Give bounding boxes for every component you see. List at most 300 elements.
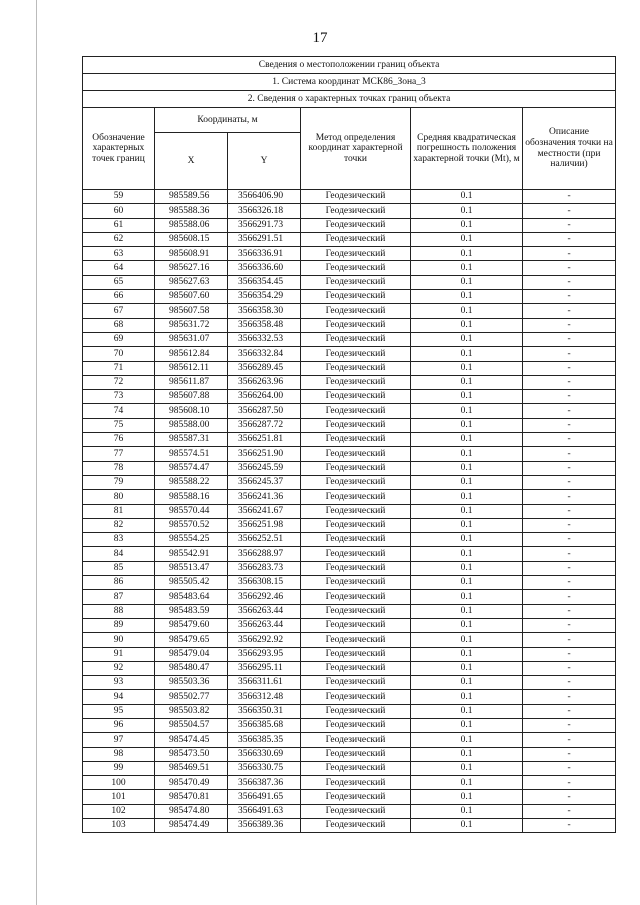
accuracy-cell: 0.1 xyxy=(411,433,523,447)
point-number-cell: 95 xyxy=(83,704,155,718)
accuracy-cell: 0.1 xyxy=(411,790,523,804)
x-coordinate-cell: 985542.91 xyxy=(155,547,228,561)
y-coordinate-cell: 3566312.48 xyxy=(228,690,301,704)
table-row xyxy=(83,375,616,389)
description-cell: - xyxy=(523,590,616,604)
accuracy-cell: 0.1 xyxy=(411,633,523,647)
description-cell: - xyxy=(523,733,616,747)
description-cell: - xyxy=(523,790,616,804)
description-cell: - xyxy=(523,247,616,261)
x-coordinate-cell: 985574.51 xyxy=(155,447,228,461)
x-coordinate-cell: 985608.15 xyxy=(155,232,228,246)
accuracy-cell: 0.1 xyxy=(411,676,523,690)
method-cell: Геодезический xyxy=(301,804,411,818)
page-number: 17 xyxy=(312,30,328,46)
point-number-cell: 97 xyxy=(83,733,155,747)
point-number-cell: 85 xyxy=(83,561,155,575)
x-coordinate-cell: 985587.31 xyxy=(155,433,228,447)
table-row xyxy=(83,504,616,518)
y-coordinate-cell: 3566251.81 xyxy=(228,433,301,447)
header-y: Y xyxy=(228,133,301,190)
table-row xyxy=(83,604,616,618)
method-cell: Геодезический xyxy=(301,590,411,604)
point-number-cell: 86 xyxy=(83,576,155,590)
x-coordinate-cell: 985607.88 xyxy=(155,390,228,404)
description-cell: - xyxy=(523,461,616,475)
x-coordinate-cell: 985554.25 xyxy=(155,533,228,547)
method-cell: Геодезический xyxy=(301,561,411,575)
description-cell: - xyxy=(523,232,616,246)
x-coordinate-cell: 985474.45 xyxy=(155,733,228,747)
method-cell: Геодезический xyxy=(301,761,411,775)
y-coordinate-cell: 3566350.31 xyxy=(228,704,301,718)
point-number-cell: 84 xyxy=(83,547,155,561)
x-coordinate-cell: 985574.47 xyxy=(155,461,228,475)
accuracy-cell: 0.1 xyxy=(411,290,523,304)
y-coordinate-cell: 3566251.90 xyxy=(228,447,301,461)
description-cell: - xyxy=(523,490,616,504)
x-coordinate-cell: 985611.87 xyxy=(155,375,228,389)
description-cell: - xyxy=(523,618,616,632)
accuracy-cell: 0.1 xyxy=(411,618,523,632)
point-number-cell: 96 xyxy=(83,718,155,732)
description-cell: - xyxy=(523,433,616,447)
x-coordinate-cell: 985479.04 xyxy=(155,647,228,661)
y-coordinate-cell: 3566292.92 xyxy=(228,633,301,647)
x-coordinate-cell: 985570.52 xyxy=(155,518,228,532)
point-number-cell: 71 xyxy=(83,361,155,375)
point-number-cell: 93 xyxy=(83,676,155,690)
description-cell: - xyxy=(523,761,616,775)
description-cell: - xyxy=(523,804,616,818)
table-title-row xyxy=(83,74,616,91)
y-coordinate-cell: 3566491.65 xyxy=(228,790,301,804)
method-cell: Геодезический xyxy=(301,290,411,304)
x-coordinate-cell: 985570.44 xyxy=(155,504,228,518)
description-cell: - xyxy=(523,261,616,275)
x-coordinate-cell: 985479.65 xyxy=(155,633,228,647)
method-cell: Геодезический xyxy=(301,604,411,618)
point-number-cell: 102 xyxy=(83,804,155,818)
accuracy-cell: 0.1 xyxy=(411,232,523,246)
method-cell: Геодезический xyxy=(301,718,411,732)
point-number-cell: 65 xyxy=(83,275,155,289)
description-cell: - xyxy=(523,504,616,518)
point-number-cell: 74 xyxy=(83,404,155,418)
description-cell: - xyxy=(523,361,616,375)
description-cell: - xyxy=(523,547,616,561)
description-cell: - xyxy=(523,576,616,590)
table-row xyxy=(83,747,616,761)
table-row xyxy=(83,290,616,304)
binding-edge-line xyxy=(36,0,37,905)
header-point: Обозначение характерных точек границ xyxy=(83,108,155,190)
method-cell: Геодезический xyxy=(301,776,411,790)
description-cell: - xyxy=(523,633,616,647)
method-cell: Геодезический xyxy=(301,433,411,447)
method-cell: Геодезический xyxy=(301,647,411,661)
point-number-cell: 87 xyxy=(83,590,155,604)
y-coordinate-cell: 3566358.30 xyxy=(228,304,301,318)
accuracy-cell: 0.1 xyxy=(411,718,523,732)
x-coordinate-cell: 985588.22 xyxy=(155,475,228,489)
accuracy-cell: 0.1 xyxy=(411,533,523,547)
accuracy-cell: 0.1 xyxy=(411,504,523,518)
point-number-cell: 94 xyxy=(83,690,155,704)
y-coordinate-cell: 3566387.36 xyxy=(228,776,301,790)
method-cell: Геодезический xyxy=(301,690,411,704)
table-row xyxy=(83,347,616,361)
y-coordinate-cell: 3566287.72 xyxy=(228,418,301,432)
table-row xyxy=(83,804,616,818)
header-description: Описание обозначения точки на местности (при наличии) xyxy=(523,108,616,190)
point-number-cell: 100 xyxy=(83,776,155,790)
table-title-location: Сведения о местоположении границ объекта xyxy=(83,57,616,74)
table-row xyxy=(83,704,616,718)
point-number-cell: 79 xyxy=(83,475,155,489)
point-number-cell: 62 xyxy=(83,232,155,246)
point-number-cell: 66 xyxy=(83,290,155,304)
table-row xyxy=(83,718,616,732)
table-row xyxy=(83,475,616,489)
accuracy-cell: 0.1 xyxy=(411,804,523,818)
point-number-cell: 82 xyxy=(83,518,155,532)
method-cell: Геодезический xyxy=(301,247,411,261)
accuracy-cell: 0.1 xyxy=(411,190,523,204)
y-coordinate-cell: 3566264.00 xyxy=(228,390,301,404)
point-number-cell: 63 xyxy=(83,247,155,261)
x-coordinate-cell: 985469.51 xyxy=(155,761,228,775)
y-coordinate-cell: 3566245.59 xyxy=(228,461,301,475)
y-coordinate-cell: 3566252.51 xyxy=(228,533,301,547)
method-cell: Геодезический xyxy=(301,232,411,246)
accuracy-cell: 0.1 xyxy=(411,747,523,761)
table-row xyxy=(83,618,616,632)
x-coordinate-cell: 985503.82 xyxy=(155,704,228,718)
accuracy-cell: 0.1 xyxy=(411,576,523,590)
accuracy-cell: 0.1 xyxy=(411,761,523,775)
table-row xyxy=(83,461,616,475)
y-coordinate-cell: 3566241.67 xyxy=(228,504,301,518)
method-cell: Геодезический xyxy=(301,490,411,504)
y-coordinate-cell: 3566293.95 xyxy=(228,647,301,661)
description-cell: - xyxy=(523,690,616,704)
x-coordinate-cell: 985473.50 xyxy=(155,747,228,761)
point-number-cell: 59 xyxy=(83,190,155,204)
description-cell: - xyxy=(523,676,616,690)
point-number-cell: 88 xyxy=(83,604,155,618)
header-accuracy: Средняя квадратическая погрешность положения характерной точки (Mt), м xyxy=(411,108,523,190)
description-cell: - xyxy=(523,447,616,461)
method-cell: Геодезический xyxy=(301,318,411,332)
table-body xyxy=(83,190,616,833)
table-row xyxy=(83,490,616,504)
y-coordinate-cell: 3566308.15 xyxy=(228,576,301,590)
x-coordinate-cell: 985503.36 xyxy=(155,676,228,690)
table-row xyxy=(83,819,616,833)
point-number-cell: 80 xyxy=(83,490,155,504)
point-number-cell: 99 xyxy=(83,761,155,775)
y-coordinate-cell: 3566330.69 xyxy=(228,747,301,761)
method-cell: Геодезический xyxy=(301,676,411,690)
point-number-cell: 75 xyxy=(83,418,155,432)
point-number-cell: 103 xyxy=(83,819,155,833)
accuracy-cell: 0.1 xyxy=(411,819,523,833)
table-row xyxy=(83,390,616,404)
description-cell: - xyxy=(523,776,616,790)
accuracy-cell: 0.1 xyxy=(411,218,523,232)
point-number-cell: 61 xyxy=(83,218,155,232)
method-cell: Геодезический xyxy=(301,275,411,289)
y-coordinate-cell: 3566332.84 xyxy=(228,347,301,361)
description-cell: - xyxy=(523,404,616,418)
x-coordinate-cell: 985607.58 xyxy=(155,304,228,318)
point-number-cell: 70 xyxy=(83,347,155,361)
table-row xyxy=(83,790,616,804)
table-row xyxy=(83,404,616,418)
table-title-coordinate-system: 1. Система координат МСК86_Зона_3 xyxy=(83,74,616,91)
method-cell: Геодезический xyxy=(301,304,411,318)
method-cell: Геодезический xyxy=(301,733,411,747)
point-number-cell: 77 xyxy=(83,447,155,461)
accuracy-cell: 0.1 xyxy=(411,447,523,461)
y-coordinate-cell: 3566389.36 xyxy=(228,819,301,833)
accuracy-cell: 0.1 xyxy=(411,404,523,418)
y-coordinate-cell: 3566287.50 xyxy=(228,404,301,418)
description-cell: - xyxy=(523,518,616,532)
method-cell: Геодезический xyxy=(301,819,411,833)
y-coordinate-cell: 3566291.73 xyxy=(228,218,301,232)
point-number-cell: 92 xyxy=(83,661,155,675)
method-cell: Геодезический xyxy=(301,447,411,461)
point-number-cell: 76 xyxy=(83,433,155,447)
x-coordinate-cell: 985483.64 xyxy=(155,590,228,604)
y-coordinate-cell: 3566292.46 xyxy=(228,590,301,604)
method-cell: Геодезический xyxy=(301,361,411,375)
y-coordinate-cell: 3566289.45 xyxy=(228,361,301,375)
description-cell: - xyxy=(523,819,616,833)
x-coordinate-cell: 985588.06 xyxy=(155,218,228,232)
x-coordinate-cell: 985607.60 xyxy=(155,290,228,304)
y-coordinate-cell: 3566354.45 xyxy=(228,275,301,289)
point-number-cell: 81 xyxy=(83,504,155,518)
accuracy-cell: 0.1 xyxy=(411,375,523,389)
accuracy-cell: 0.1 xyxy=(411,461,523,475)
y-coordinate-cell: 3566406.90 xyxy=(228,190,301,204)
y-coordinate-cell: 3566251.98 xyxy=(228,518,301,532)
table-row xyxy=(83,576,616,590)
accuracy-cell: 0.1 xyxy=(411,704,523,718)
header-method: Метод определения координат характерной точки xyxy=(301,108,411,190)
x-coordinate-cell: 985612.11 xyxy=(155,361,228,375)
point-number-cell: 98 xyxy=(83,747,155,761)
accuracy-cell: 0.1 xyxy=(411,318,523,332)
description-cell: - xyxy=(523,475,616,489)
y-coordinate-cell: 3566491.63 xyxy=(228,804,301,818)
accuracy-cell: 0.1 xyxy=(411,647,523,661)
table-title-row xyxy=(83,57,616,74)
point-number-cell: 64 xyxy=(83,261,155,275)
x-coordinate-cell: 985588.00 xyxy=(155,418,228,432)
method-cell: Геодезический xyxy=(301,633,411,647)
method-cell: Геодезический xyxy=(301,390,411,404)
y-coordinate-cell: 3566330.75 xyxy=(228,761,301,775)
description-cell: - xyxy=(523,332,616,346)
table-header-row xyxy=(83,108,616,133)
accuracy-cell: 0.1 xyxy=(411,490,523,504)
point-number-cell: 90 xyxy=(83,633,155,647)
x-coordinate-cell: 985588.36 xyxy=(155,204,228,218)
accuracy-cell: 0.1 xyxy=(411,347,523,361)
table-row xyxy=(83,447,616,461)
accuracy-cell: 0.1 xyxy=(411,418,523,432)
header-x: X xyxy=(155,133,228,190)
method-cell: Геодезический xyxy=(301,190,411,204)
x-coordinate-cell: 985474.80 xyxy=(155,804,228,818)
table-title-row xyxy=(83,91,616,108)
x-coordinate-cell: 985474.49 xyxy=(155,819,228,833)
point-number-cell: 69 xyxy=(83,332,155,346)
table-row xyxy=(83,190,616,204)
method-cell: Геодезический xyxy=(301,404,411,418)
description-cell: - xyxy=(523,561,616,575)
method-cell: Геодезический xyxy=(301,747,411,761)
y-coordinate-cell: 3566385.68 xyxy=(228,718,301,732)
description-cell: - xyxy=(523,661,616,675)
description-cell: - xyxy=(523,390,616,404)
description-cell: - xyxy=(523,190,616,204)
table-row xyxy=(83,676,616,690)
y-coordinate-cell: 3566311.61 xyxy=(228,676,301,690)
x-coordinate-cell: 985480.47 xyxy=(155,661,228,675)
table-row xyxy=(83,232,616,246)
accuracy-cell: 0.1 xyxy=(411,247,523,261)
method-cell: Геодезический xyxy=(301,518,411,532)
table-row xyxy=(83,590,616,604)
description-cell: - xyxy=(523,347,616,361)
y-coordinate-cell: 3566241.36 xyxy=(228,490,301,504)
accuracy-cell: 0.1 xyxy=(411,604,523,618)
accuracy-cell: 0.1 xyxy=(411,776,523,790)
x-coordinate-cell: 985627.63 xyxy=(155,275,228,289)
table-row xyxy=(83,433,616,447)
description-cell: - xyxy=(523,204,616,218)
description-cell: - xyxy=(523,318,616,332)
table-row xyxy=(83,661,616,675)
description-cell: - xyxy=(523,747,616,761)
header-coordinates: Координаты, м xyxy=(155,108,301,133)
method-cell: Геодезический xyxy=(301,704,411,718)
point-number-cell: 72 xyxy=(83,375,155,389)
table-row xyxy=(83,275,616,289)
accuracy-cell: 0.1 xyxy=(411,332,523,346)
description-cell: - xyxy=(523,418,616,432)
description-cell: - xyxy=(523,533,616,547)
y-coordinate-cell: 3566263.44 xyxy=(228,618,301,632)
method-cell: Геодезический xyxy=(301,332,411,346)
method-cell: Геодезический xyxy=(301,618,411,632)
table-row xyxy=(83,776,616,790)
table-row xyxy=(83,533,616,547)
method-cell: Геодезический xyxy=(301,547,411,561)
x-coordinate-cell: 985504.57 xyxy=(155,718,228,732)
description-cell: - xyxy=(523,375,616,389)
description-cell: - xyxy=(523,304,616,318)
table-row xyxy=(83,332,616,346)
x-coordinate-cell: 985502.77 xyxy=(155,690,228,704)
table-row xyxy=(83,261,616,275)
point-number-cell: 83 xyxy=(83,533,155,547)
description-cell: - xyxy=(523,704,616,718)
point-number-cell: 78 xyxy=(83,461,155,475)
y-coordinate-cell: 3566283.73 xyxy=(228,561,301,575)
x-coordinate-cell: 985608.10 xyxy=(155,404,228,418)
x-coordinate-cell: 985513.47 xyxy=(155,561,228,575)
accuracy-cell: 0.1 xyxy=(411,304,523,318)
y-coordinate-cell: 3566245.37 xyxy=(228,475,301,489)
table-row xyxy=(83,518,616,532)
table-row xyxy=(83,633,616,647)
point-number-cell: 91 xyxy=(83,647,155,661)
accuracy-cell: 0.1 xyxy=(411,590,523,604)
point-number-cell: 101 xyxy=(83,790,155,804)
y-coordinate-cell: 3566263.44 xyxy=(228,604,301,618)
method-cell: Геодезический xyxy=(301,347,411,361)
y-coordinate-cell: 3566288.97 xyxy=(228,547,301,561)
table-row xyxy=(83,361,616,375)
accuracy-cell: 0.1 xyxy=(411,475,523,489)
table-row xyxy=(83,247,616,261)
method-cell: Геодезический xyxy=(301,504,411,518)
point-number-cell: 68 xyxy=(83,318,155,332)
method-cell: Геодезический xyxy=(301,218,411,232)
x-coordinate-cell: 985612.84 xyxy=(155,347,228,361)
y-coordinate-cell: 3566332.53 xyxy=(228,332,301,346)
method-cell: Геодезический xyxy=(301,475,411,489)
accuracy-cell: 0.1 xyxy=(411,390,523,404)
accuracy-cell: 0.1 xyxy=(411,204,523,218)
y-coordinate-cell: 3566326.18 xyxy=(228,204,301,218)
table-title-points: 2. Сведения о характерных точках границ объекта xyxy=(83,91,616,108)
x-coordinate-cell: 985470.49 xyxy=(155,776,228,790)
table-row xyxy=(83,647,616,661)
table-row xyxy=(83,690,616,704)
method-cell: Геодезический xyxy=(301,790,411,804)
method-cell: Геодезический xyxy=(301,576,411,590)
point-number-cell: 60 xyxy=(83,204,155,218)
y-coordinate-cell: 3566385.35 xyxy=(228,733,301,747)
y-coordinate-cell: 3566291.51 xyxy=(228,232,301,246)
accuracy-cell: 0.1 xyxy=(411,261,523,275)
table-row xyxy=(83,204,616,218)
method-cell: Геодезический xyxy=(301,533,411,547)
description-cell: - xyxy=(523,604,616,618)
description-cell: - xyxy=(523,647,616,661)
accuracy-cell: 0.1 xyxy=(411,275,523,289)
method-cell: Геодезический xyxy=(301,461,411,475)
accuracy-cell: 0.1 xyxy=(411,690,523,704)
point-number-cell: 73 xyxy=(83,390,155,404)
description-cell: - xyxy=(523,290,616,304)
y-coordinate-cell: 3566358.48 xyxy=(228,318,301,332)
table-row xyxy=(83,418,616,432)
accuracy-cell: 0.1 xyxy=(411,733,523,747)
table-row xyxy=(83,561,616,575)
y-coordinate-cell: 3566354.29 xyxy=(228,290,301,304)
description-cell: - xyxy=(523,218,616,232)
x-coordinate-cell: 985631.07 xyxy=(155,332,228,346)
description-cell: - xyxy=(523,718,616,732)
